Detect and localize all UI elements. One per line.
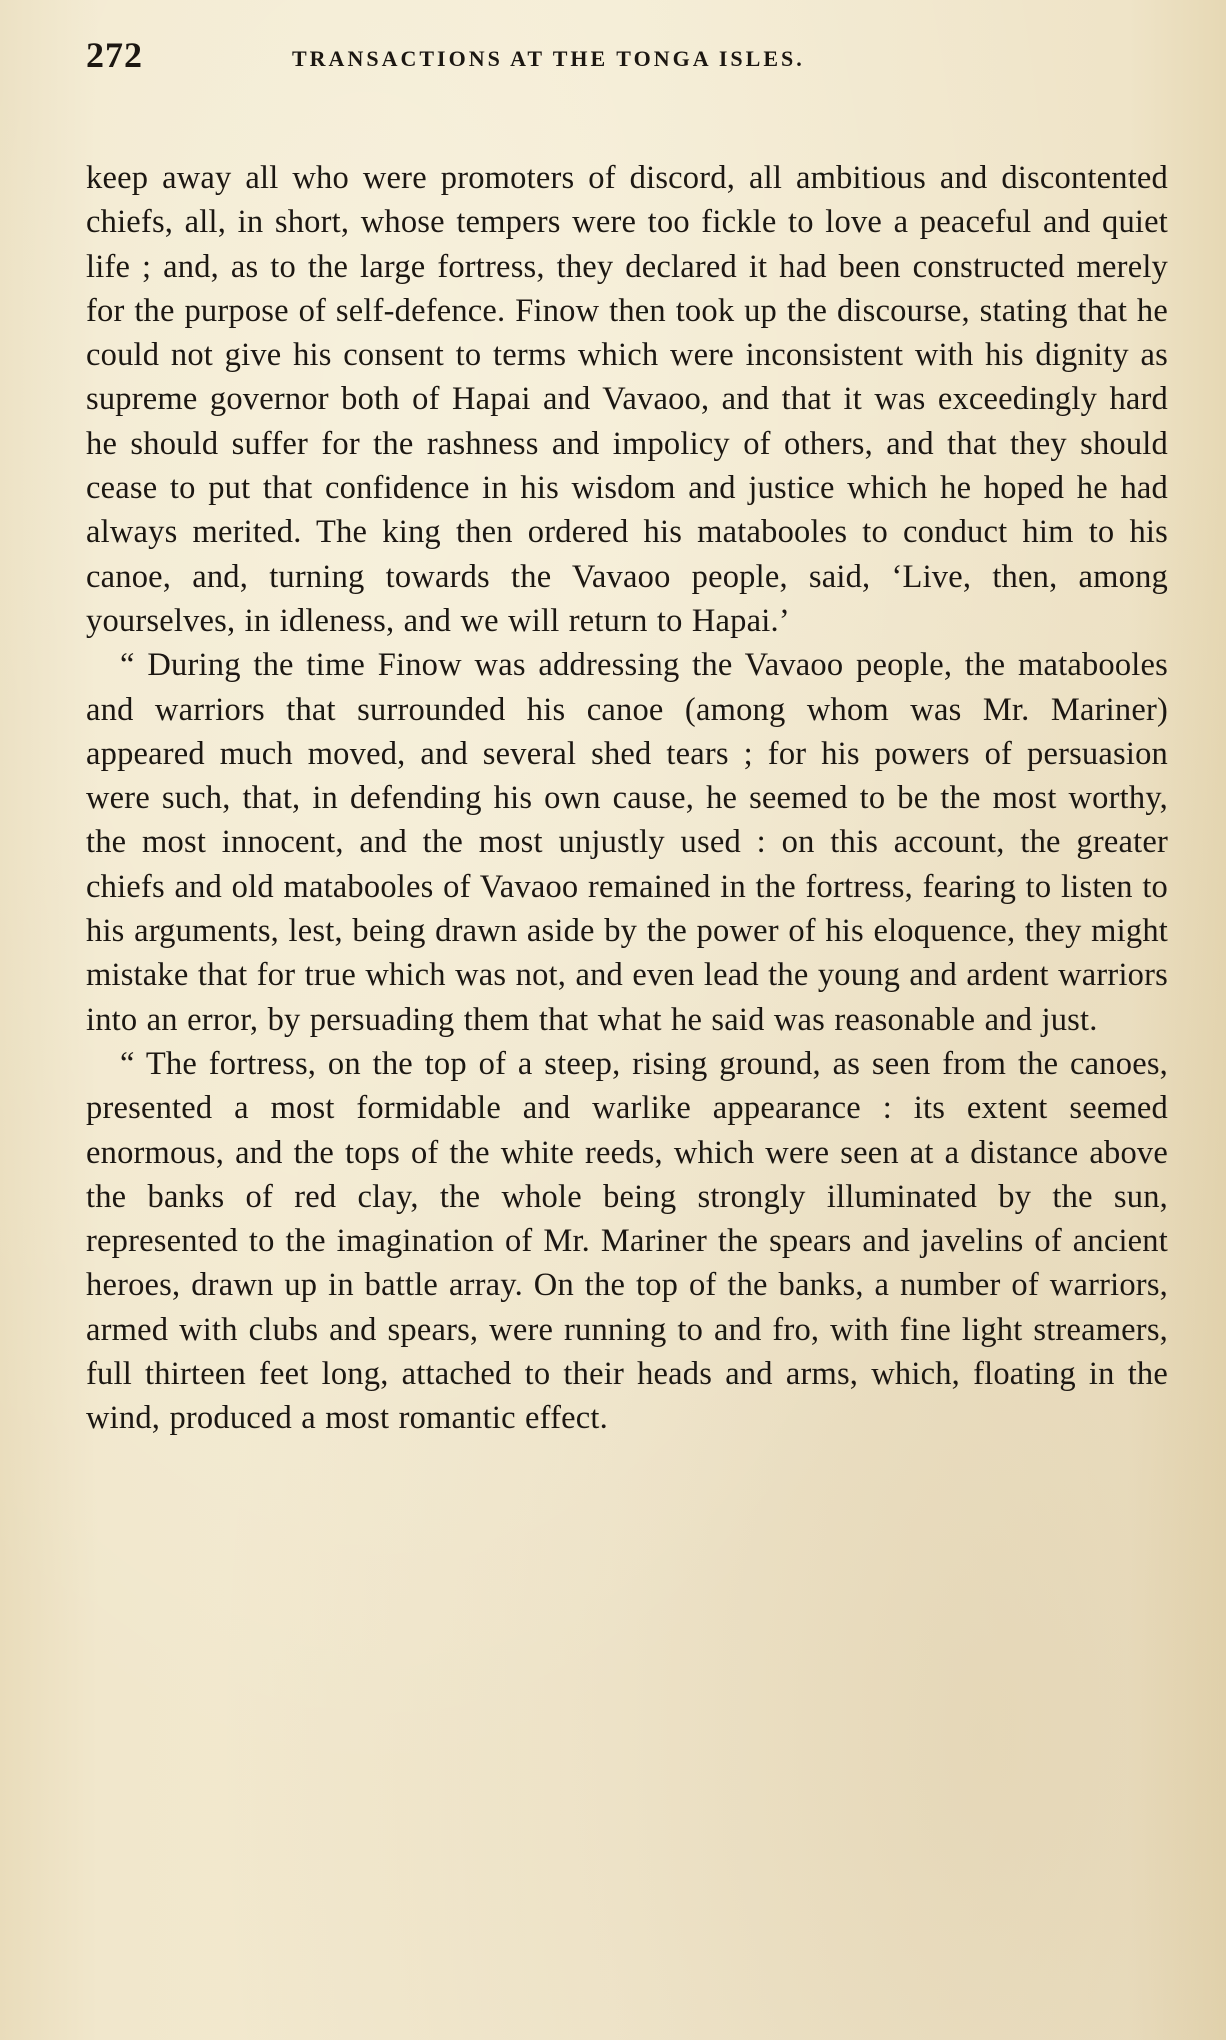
running-title: TRANSACTIONS AT THE TONGA ISLES.: [292, 46, 805, 71]
paragraph-2: “ During the time Finow was addressing the Vavaoo people, the matabooles and warriors that surrounded his canoe (among whom was Mr. Mariner) appeared much moved, and several shed tears ; for his powers of persuasion were such, that, in defending his own cause, he seemed to be the most worthy, the most innocent, and the most unjustly used : on this account, the greater chiefs and old matabooles of Vavaoo remained in the fortress, fearing to listen to his arguments, lest, being drawn aside by the power of his eloquence, they might mistake that for true which was not, and even lead the young and ardent warriors into an error, by persuading them that what he said was reasonable and just.: [86, 647, 1168, 1038]
page-number: 272: [86, 35, 143, 75]
body-text: [86, 156, 1168, 1441]
running-head: [86, 34, 1168, 90]
paragraph-3: “ The fortress, on the top of a steep, rising ground, as seen from the canoes, presented a most formidable and warlike appearance : its extent seemed enormous, and the tops of the white reeds, which were seen at a distance above the banks of red clay, the whole being strongly illuminated by the sun, represented to the imagination of Mr. Mariner the spears and javelins of ancient heroes, drawn up in battle array. On the top of the banks, a number of warriors, armed with clubs and spears, were running to and fro, with fine light streamers, full thirteen feet long, attached to their heads and arms, which, floating in the wind, produced a most romantic effect.: [86, 1045, 1168, 1437]
paragraph-1: keep away all who were promoters of discord, all ambitious and discontented chiefs, all, in short, whose tempers were too fickle to love a peaceful and quiet life ; and, as to the large fortress, they declared it had been constructed merely for the purpose of self-defence. Finow then took up the discourse, stating that he could not give his consent to terms which were inconsistent with his dignity as supreme governor both of Hapai and Vavaoo, and that it was exceedingly hard he should suffer for the rashness and impolicy of others, and that they should cease to put that confidence in his wisdom and justice which he hoped he had always merited. The king then ordered his matabooles to conduct him to his canoe, and, turning towards the Vavaoo people, said, ‘Live, then, among yourselves, in idleness, and we will return to Hapai.’: [86, 160, 1168, 639]
